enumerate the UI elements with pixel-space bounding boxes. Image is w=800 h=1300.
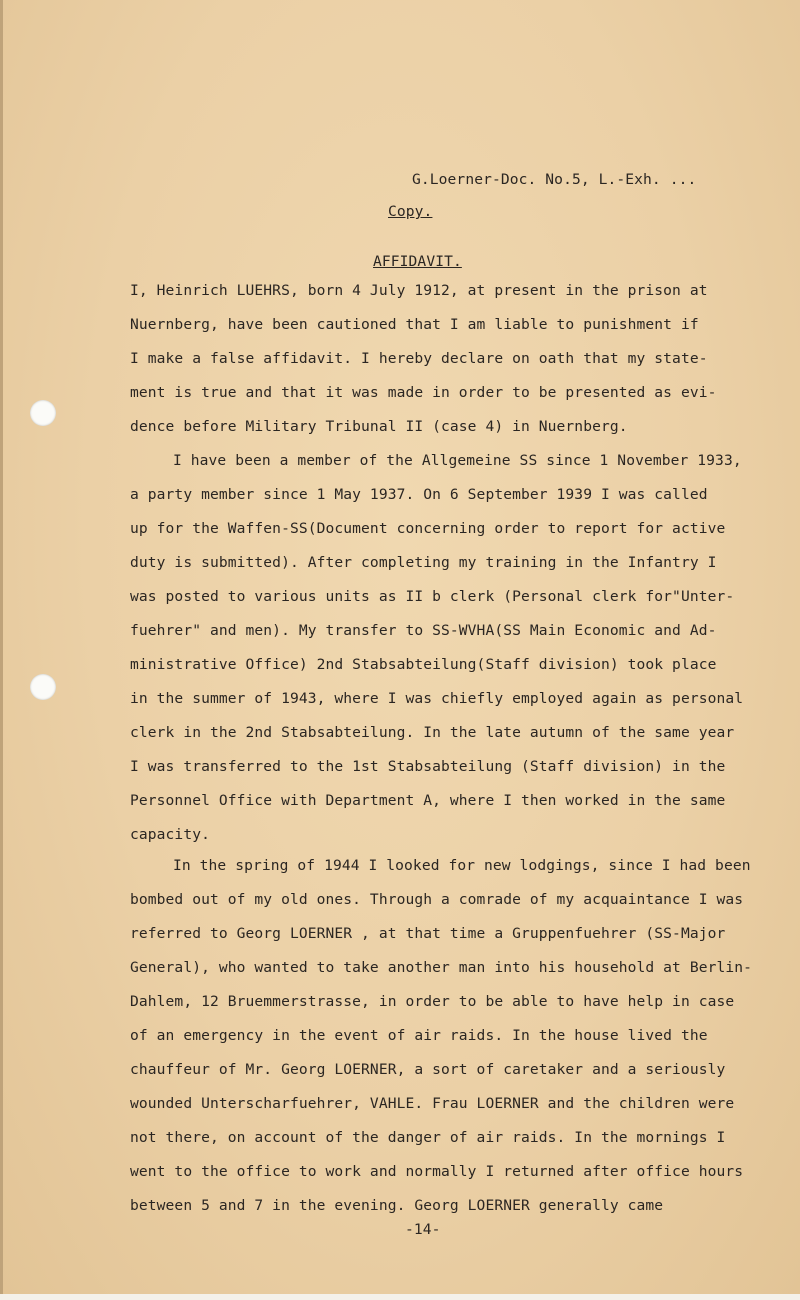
punch-hole-bottom <box>30 674 56 700</box>
body-line: of an emergency in the event of air raids. In the house lived the <box>130 1027 708 1044</box>
document-reference: G.Loerner-Doc. No.5, L.-Exh. ... <box>412 171 697 188</box>
body-line: capacity. <box>130 826 210 843</box>
body-line: ment is true and that it was made in order to be presented as evi- <box>130 384 717 401</box>
body-line: I have been a member of the Allgemeine SS since 1 November 1933, <box>173 452 742 469</box>
body-line: was posted to various units as II b clerk (Personal clerk for"Unter- <box>130 588 735 605</box>
body-line: a party member since 1 May 1937. On 6 September 1939 I was called <box>130 486 708 503</box>
body-line: fuehrer" and men). My transfer to SS-WVHA(SS Main Economic and Ad- <box>130 622 717 639</box>
page-number: -14- <box>405 1221 441 1238</box>
body-line: wounded Unterscharfuehrer, VAHLE. Frau LOERNER and the children were <box>130 1095 735 1112</box>
body-line: Personnel Office with Department A, where I then worked in the same <box>130 792 726 809</box>
body-line: ministrative Office) 2nd Stabsabteilung(Staff division) took place <box>130 656 717 673</box>
body-line: Nuernberg, have been cautioned that I am liable to punishment if <box>130 316 699 333</box>
body-line: between 5 and 7 in the evening. Georg LOERNER generally came <box>130 1197 664 1214</box>
body-line: I make a false affidavit. I hereby declare on oath that my state- <box>130 350 708 367</box>
body-line: I was transferred to the 1st Stabsabteilung (Staff division) in the <box>130 758 726 775</box>
copy-label: Copy. <box>388 203 433 220</box>
body-line: bombed out of my old ones. Through a comrade of my acquaintance I was <box>130 891 744 908</box>
scan-edge-bottom <box>0 1294 800 1300</box>
body-line: in the summer of 1943, where I was chiefly employed again as personal <box>130 690 744 707</box>
body-line: General), who wanted to take another man into his household at Berlin- <box>130 959 753 976</box>
body-line: referred to Georg LOERNER , at that time a Gruppenfuehrer (SS-Major <box>130 925 726 942</box>
affidavit-title: AFFIDAVIT. <box>373 253 462 270</box>
body-line: not there, on account of the danger of air raids. In the mornings I <box>130 1129 726 1146</box>
body-line: I, Heinrich LUEHRS, born 4 July 1912, at present in the prison at <box>130 282 708 299</box>
punch-hole-top <box>30 400 56 426</box>
body-line: chauffeur of Mr. Georg LOERNER, a sort of caretaker and a seriously <box>130 1061 726 1078</box>
scan-edge-left <box>0 0 3 1300</box>
body-line: dence before Military Tribunal II (case 4) in Nuernberg. <box>130 418 628 435</box>
body-line: up for the Waffen-SS(Document concerning order to report for active <box>130 520 726 537</box>
body-line: Dahlem, 12 Bruemmerstrasse, in order to be able to have help in case <box>130 993 735 1010</box>
body-line: went to the office to work and normally I returned after office hours <box>130 1163 744 1180</box>
body-line: clerk in the 2nd Stabsabteilung. In the late autumn of the same year <box>130 724 735 741</box>
body-line: In the spring of 1944 I looked for new lodgings, since I had been <box>173 857 751 874</box>
body-line: duty is submitted). After completing my training in the Infantry I <box>130 554 717 571</box>
